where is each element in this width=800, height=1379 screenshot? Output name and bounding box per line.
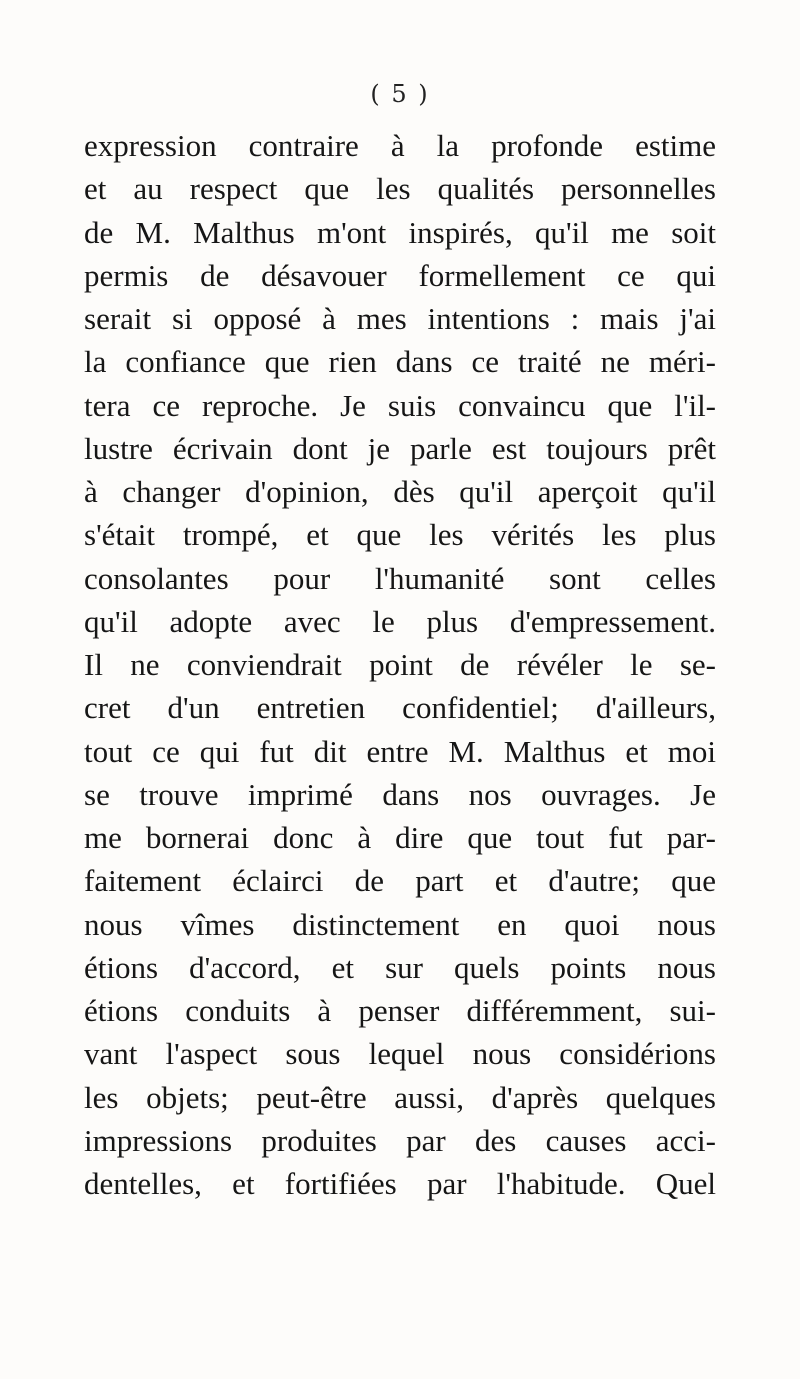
text-line-19: nous vîmes distinctement en quoi nous [84,906,716,942]
text-line-2: et au respect que les qualités personnelles [84,171,716,207]
text-line-5: serait si opposé à mes intentions : mais j'ai [84,301,716,336]
text-line-10: s'était trompé, et que les vérités les plus [84,517,716,553]
text-line-18: faitement éclairci de part et d'autre; que [84,863,716,899]
text-line-16: se trouve imprimé dans nos ouvrages. Je [84,776,716,812]
body-text [84,124,716,1205]
text-line-17: me bornerai donc à dire que tout fut par- [84,820,716,855]
text-line-1: expression contraire à la profonde estime [84,128,716,163]
text-line-6: la confiance que rien dans ce traité ne méri- [84,344,716,380]
text-line-14: cret d'un entretien confidentiel; d'ailleurs, [84,690,716,726]
page-number: ( 5 ) [370,80,430,108]
text-line-11: consolantes pour l'humanité sont celles [84,560,716,596]
text-line-8: lustre écrivain dont je parle est toujours prêt [84,430,716,466]
text-line-22: vant l'aspect sous lequel nous considérions [84,1036,716,1072]
text-line-13: Il ne conviendrait point de révéler le se- [84,647,716,682]
text-line-7: tera ce reproche. Je suis convaincu que l'il- [84,387,716,423]
text-line-15: tout ce qui fut dit entre M. Malthus et moi [84,733,716,769]
text-line-20: étions d'accord, et sur quels points nous [84,949,716,985]
text-line-12: qu'il adopte avec le plus d'empressement. [84,603,716,639]
text-line-21: étions conduits à penser différemment, sui- [84,993,716,1028]
text-line-25: dentelles, et fortifiées par l'habitude. Quel [84,1166,716,1201]
text-line-4: permis de désavouer formellement ce qui [84,257,716,293]
text-line-23: les objets; peut-être aussi, d'après quelques [84,1079,716,1115]
text-line-3: de M. Malthus m'ont inspirés, qu'il me soit [84,214,716,250]
text-line-24: impressions produites par des causes acci- [84,1122,716,1158]
text-line-9: à changer d'opinion, dès qu'il aperçoit qu'il [84,474,716,509]
